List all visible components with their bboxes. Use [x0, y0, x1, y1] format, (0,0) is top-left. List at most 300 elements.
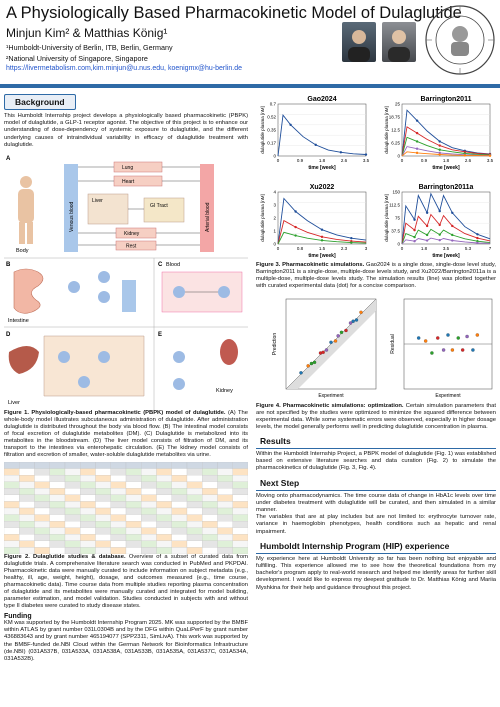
table-cell	[187, 515, 202, 522]
table-cell	[50, 482, 65, 489]
table-cell	[141, 521, 156, 528]
table-cell	[202, 547, 217, 554]
table-cell	[4, 534, 19, 541]
scatter-point	[476, 333, 479, 336]
y-axis-label: dulaglutide plasma [nM]	[260, 194, 265, 242]
table-cell	[141, 501, 156, 508]
y-tick-label: 112.5	[389, 202, 400, 208]
table-cell	[4, 488, 19, 495]
y-tick-label: 3	[273, 202, 276, 208]
data-point	[294, 210, 296, 212]
fig-label-c: C	[158, 262, 163, 269]
node-circle	[78, 376, 90, 388]
y-axis-label: dulaglutide plasma [nM]	[260, 106, 265, 154]
y-tick-label: 0	[397, 153, 400, 159]
data-point	[439, 144, 441, 146]
table-cell	[35, 534, 50, 541]
table-cell	[96, 462, 111, 469]
table-cell	[96, 488, 111, 495]
table-cell	[202, 469, 217, 476]
scatter-point	[329, 341, 332, 344]
scatter-point	[465, 335, 468, 338]
table-cell	[50, 521, 65, 528]
liver-label: Liver	[92, 198, 103, 205]
background-heading: Background	[4, 94, 76, 110]
scatter-point	[313, 361, 316, 364]
hip-text: My experience here at Humboldt University so far has been nothing but enjoyable and fulfilling. This experience allowed me to see how the theoretical foundations from my bachelor's program apply to real-world research and helped me identify areas for further skill development. I would like to express my deepest gratitude to Dr. Matthias König and Mariia Myshkina for their help and guidance throughout this project.	[256, 555, 496, 591]
table-cell	[172, 475, 187, 482]
table-cell	[157, 515, 172, 522]
data-point	[294, 234, 296, 236]
table-cell	[35, 488, 50, 495]
table-cell	[4, 508, 19, 515]
table-cell	[111, 488, 126, 495]
y-tick-label: 0.17	[267, 140, 276, 146]
gi-tract-compartment	[144, 198, 184, 222]
table-cell	[157, 508, 172, 515]
table-cell	[202, 508, 217, 515]
data-point	[426, 234, 428, 236]
table-cell	[80, 534, 95, 541]
y-axis-label: dulaglutide plasma [nM]	[384, 106, 389, 154]
table-cell	[187, 495, 202, 502]
table-cell	[233, 515, 248, 522]
y-tick-label: 0	[397, 241, 400, 247]
data-point	[321, 229, 323, 231]
table-cell	[4, 541, 19, 548]
table-cell	[233, 534, 248, 541]
data-point	[439, 140, 441, 142]
author-photo-kim	[342, 22, 376, 62]
data-point	[451, 225, 453, 227]
table-cell	[96, 501, 111, 508]
x-tick-label: 2.6	[464, 158, 472, 163]
table-cell	[50, 508, 65, 515]
table-cell	[172, 547, 187, 554]
table-cell	[111, 482, 126, 489]
data-point	[439, 233, 441, 235]
table-cell	[187, 521, 202, 528]
scatter-point	[344, 329, 347, 332]
table-cell	[65, 528, 80, 535]
y-tick-label: 2	[273, 215, 276, 221]
data-point	[416, 152, 418, 154]
next-step-text-1: Moving onto pharmacodynamics. The time course data of change in HbA1c levels over time under diabetes treatment with dulaglutide will be curated, and then simulated in a similar manner.	[256, 492, 496, 514]
node-circle	[98, 291, 110, 303]
table-cell	[65, 475, 80, 482]
table-cell	[19, 515, 34, 522]
y-tick-label: 0.7	[269, 101, 276, 107]
table-cell	[126, 482, 141, 489]
table-cell	[126, 488, 141, 495]
table-cell	[202, 521, 217, 528]
table-cell	[111, 528, 126, 535]
x-tick-label: 5.3	[464, 246, 472, 251]
blood-compartment	[122, 280, 136, 312]
y-tick-label: 37.5	[391, 228, 400, 234]
table-cell	[218, 469, 233, 476]
heart-label: Heart	[122, 179, 135, 186]
table-cell	[126, 515, 141, 522]
data-point	[416, 132, 418, 134]
table-cell	[96, 534, 111, 541]
table-cell	[50, 475, 65, 482]
table-cell	[35, 475, 50, 482]
data-point	[451, 234, 453, 236]
table-cell	[35, 469, 50, 476]
region-label-kidney: Kidney	[216, 388, 233, 395]
table-cell	[4, 501, 19, 508]
table-cell	[187, 469, 202, 476]
table-cell	[4, 547, 19, 554]
table-cell	[19, 534, 34, 541]
data-point	[439, 224, 441, 226]
table-cell	[233, 482, 248, 489]
table-cell	[4, 495, 19, 502]
table-cell	[126, 501, 141, 508]
table-cell	[172, 515, 187, 522]
table-cell	[187, 482, 202, 489]
node-circle	[98, 271, 110, 283]
table-cell	[218, 547, 233, 554]
x-axis-label: Experiment	[435, 393, 461, 399]
venous-blood-label: Venous blood	[69, 201, 75, 233]
table-cell	[65, 462, 80, 469]
y-axis-label: Residual	[390, 334, 396, 354]
table-cell	[233, 508, 248, 515]
table-cell	[172, 501, 187, 508]
data-point	[350, 237, 352, 239]
table-cell	[172, 508, 187, 515]
data-point	[439, 149, 441, 151]
scatter-point	[424, 339, 427, 342]
data-point	[289, 124, 291, 126]
x-tick-label: 0	[276, 246, 280, 251]
y-tick-label: 6.25	[391, 140, 400, 146]
figure-2-database-table	[4, 462, 248, 554]
table-cell	[141, 488, 156, 495]
table-cell	[218, 475, 233, 482]
table-cell	[172, 488, 187, 495]
x-tick-label: 3.5	[486, 158, 494, 163]
data-point	[426, 212, 428, 214]
table-cell	[111, 508, 126, 515]
table-cell	[65, 508, 80, 515]
data-point	[464, 154, 466, 156]
region-label-body: Body	[16, 248, 29, 255]
y-tick-label: 12.5	[391, 127, 400, 133]
header-divider	[0, 84, 500, 88]
affiliation-2: ²National University of Singapore, Singapore	[6, 54, 148, 63]
table-cell	[126, 469, 141, 476]
y-tick-label: 25	[394, 101, 400, 107]
table-cell	[4, 521, 19, 528]
scatter-point	[359, 311, 362, 314]
gi-tract-label: GI Tract	[150, 203, 168, 210]
table-cell	[80, 521, 95, 528]
table-cell	[65, 501, 80, 508]
table-cell	[111, 462, 126, 469]
table-cell	[111, 515, 126, 522]
table-cell	[35, 501, 50, 508]
fig-label-d: D	[6, 332, 11, 339]
table-cell	[157, 501, 172, 508]
table-cell	[35, 508, 50, 515]
arterial-blood-label: Arterial blood	[205, 202, 211, 233]
data-point	[365, 153, 367, 155]
data-point	[340, 151, 342, 153]
table-cell	[4, 475, 19, 482]
data-point	[476, 242, 478, 244]
table-cell	[233, 495, 248, 502]
table-cell	[65, 482, 80, 489]
node-circle	[173, 378, 185, 390]
plot-title: Xu2022	[309, 184, 335, 191]
scatter-point	[340, 331, 343, 334]
table-cell	[65, 495, 80, 502]
table-cell	[96, 541, 111, 548]
table-cell	[65, 469, 80, 476]
scatter-point	[446, 333, 449, 336]
table-cell	[172, 521, 187, 528]
table-cell	[80, 515, 95, 522]
table-cell	[19, 488, 34, 495]
data-point	[416, 119, 418, 121]
x-tick-label: 2.6	[340, 158, 348, 163]
x-axis-label: time [week]	[308, 253, 336, 259]
table-cell	[80, 501, 95, 508]
y-tick-label: 150	[392, 189, 400, 195]
table-cell	[141, 534, 156, 541]
author-photo-koenig	[382, 22, 416, 62]
y-tick-label: 75	[394, 215, 400, 221]
x-tick-label: 1.8	[318, 158, 326, 163]
table-cell	[202, 488, 217, 495]
table-cell	[111, 534, 126, 541]
scatter-point	[451, 348, 454, 351]
table-cell	[126, 547, 141, 554]
table-cell	[96, 528, 111, 535]
table-cell	[218, 534, 233, 541]
table-cell	[50, 541, 65, 548]
table-cell	[126, 495, 141, 502]
table-cell	[96, 495, 111, 502]
table-cell	[187, 547, 202, 554]
table-cell	[233, 488, 248, 495]
table-cell	[157, 462, 172, 469]
region-label-intestine: Intestine	[8, 318, 29, 325]
table-cell	[19, 482, 34, 489]
table-cell	[19, 469, 34, 476]
table-cell	[50, 547, 65, 554]
x-axis-label: Experiment	[318, 393, 344, 399]
table-cell	[96, 469, 111, 476]
x-tick-label: 0	[400, 246, 404, 251]
y-tick-label: 0.35	[267, 127, 276, 133]
table-cell	[141, 515, 156, 522]
y-axis-label: dulaglutide plasma [nM]	[384, 194, 389, 242]
fig-label-a: A	[6, 156, 11, 163]
x-tick-label: 0.9	[420, 158, 428, 163]
table-cell	[65, 521, 80, 528]
scatter-point	[352, 320, 355, 323]
plot-frame	[278, 104, 366, 156]
table-cell	[202, 534, 217, 541]
figure-3-caption: Figure 3. Pharmacokinetic simulations. Gao2024 is a single dose, single-dose level study, Barrington2011 is a single-dose, multiple-dose levels study, and Xu2022/Barrington2011a is a multiple-dose, multiple-dose levels study. The simulation results (line) was plotted together with curated experimental data (dot) for a concise comparison.	[256, 262, 496, 289]
table-cell	[50, 462, 65, 469]
table-cell	[96, 547, 111, 554]
table-cell	[80, 488, 95, 495]
table-cell	[4, 515, 19, 522]
next-step-text-2: The variables that are at play includes but are not limited to: erythrocyte turnover rate, variance in haemoglobin phenotypes, health conditions such as hepatic and renal impairment.	[256, 514, 496, 535]
table-cell	[187, 534, 202, 541]
scatter-point	[355, 318, 358, 321]
data-point	[350, 241, 352, 243]
x-axis-label: time [week]	[432, 253, 460, 259]
table-cell	[233, 541, 248, 548]
node-circle	[173, 351, 185, 363]
figure-4-caption: Figure 4. Pharmacokinetic simulations: optimization. Certain simulation parameters that are not specified by the studies were optimized to minimize the squared difference between experimental data. While some systematic errors were observed, especially in higher dosage levels, the model generally performs well in predicting dulaglutide concentration in plasma.	[256, 403, 496, 430]
scatter-point	[310, 362, 313, 365]
figure-1-caption: Figure 1. Physiologically-based pharmacokinetic (PBPK) model of dulaglutide. (A) The whole-body model illustrates subcutaneous administration of dulaglutide. After administration dulaglutide is distributed throughout the body via blood flow. (B) The intestinal model consists of focal excretion of dulaglutide metabolites (DM). (C) Dulaglutide is metabolized into its metabolites in the bloodstream. (D) The liver model consists of filtration of DM, and its transport to the intestines via enterohepatic circulation. (E) The kidney model consists of filtration and excretion of smaller, water-soluble dulaglutide metabolites via urine.	[4, 410, 248, 459]
scatter-point	[442, 348, 445, 351]
y-tick-label: 0.52	[267, 114, 276, 120]
table-cell	[202, 462, 217, 469]
table-cell	[141, 462, 156, 469]
university-seal-icon	[424, 4, 496, 76]
table-cell	[80, 547, 95, 554]
y-tick-label: 0	[273, 241, 276, 247]
liver-icon	[9, 346, 39, 374]
table-cell	[4, 528, 19, 535]
x-tick-label: 3.5	[442, 246, 450, 251]
table-cell	[111, 495, 126, 502]
background-text: This Humboldt Internship project develops a physiologically based pharmacokinetic (PBPK) model of dulaglutide, a GLP-1 receptor agonist. The objective of this project is to enhance our understanding of dose-dependency of systemic exposure to dulaglutide, and the different underlying causes of intraindividual variability in efficacy of dulaglutide treatment with dulaglutide.	[4, 113, 248, 148]
table-cell	[218, 515, 233, 522]
right-column	[256, 92, 496, 592]
table-cell	[80, 495, 95, 502]
table-cell	[187, 508, 202, 515]
table-cell	[50, 515, 65, 522]
table-cell	[80, 469, 95, 476]
table-cell	[141, 541, 156, 548]
poster-header	[0, 0, 500, 88]
table-cell	[141, 508, 156, 515]
table-cell	[19, 541, 34, 548]
plot-title: Barrington2011a	[418, 184, 474, 191]
scatter-point	[417, 336, 420, 339]
scatter-point	[471, 348, 474, 351]
scatter-point	[325, 348, 328, 351]
table-cell	[126, 521, 141, 528]
table-cell	[19, 462, 34, 469]
table-cell	[19, 521, 34, 528]
region-label-blood: Blood	[166, 262, 181, 269]
table-cell	[35, 528, 50, 535]
poster-title: A Physiologically Based Pharmacokinetic Model of Dulaglutide	[6, 4, 462, 22]
figure-4-optimization	[256, 293, 496, 403]
data-point	[476, 237, 478, 239]
table-cell	[202, 501, 217, 508]
table-cell	[233, 521, 248, 528]
y-axis-label: Prediction	[272, 332, 278, 356]
table-cell	[141, 495, 156, 502]
data-point	[321, 239, 323, 241]
table-cell	[50, 528, 65, 535]
table-cell	[80, 462, 95, 469]
figure-2-caption: Figure 2. Dulaglutide studies & database. Overview of a subset of curated data from dulaglutide trials. A comprehensive literature search was conducted in PubMed and PKPDAI. Pharmacokinetic data were manually curated to include information on subject metadata (e.g., healthy, ill, age, weight, height), dosage, and outcomes measured (e.g., time course, pharmacokinetic data). Time course data from multiple studies reporting plasma concentration of dulaglutide and its metabolites were manually curated and integrated for model building, parameter estimation, and model validation. Studies conducted in subjects with and without type II diabetes were curated to study disease states.	[4, 554, 248, 610]
contact-links[interactable]: https://livermetabolism.com,kim.minjun@u.nus.edu, koenigmx@hu-berlin.de	[6, 65, 242, 72]
table-cell	[157, 528, 172, 535]
scatter-point	[457, 336, 460, 339]
fig-label-e: E	[158, 332, 163, 339]
table-cell	[96, 482, 111, 489]
data-point	[413, 240, 415, 242]
table-cell	[50, 534, 65, 541]
node-circle	[98, 351, 110, 363]
data-point	[416, 148, 418, 150]
x-tick-label: 0	[276, 158, 280, 163]
table-cell	[4, 469, 19, 476]
scatter-point	[461, 348, 464, 351]
data-point	[426, 225, 428, 227]
table-cell	[126, 528, 141, 535]
table-cell	[233, 528, 248, 535]
data-point	[321, 236, 323, 238]
table-cell	[218, 508, 233, 515]
table-cell	[96, 521, 111, 528]
table-cell	[126, 508, 141, 515]
table-cell	[35, 482, 50, 489]
table-cell	[65, 541, 80, 548]
table-cell	[111, 521, 126, 528]
table-cell	[80, 508, 95, 515]
x-tick-label: 0	[400, 158, 404, 163]
table-cell	[187, 541, 202, 548]
table-cell	[126, 462, 141, 469]
authors: Minjun Kim² & Matthias König¹	[6, 26, 168, 40]
table-cell	[157, 541, 172, 548]
table-cell	[157, 495, 172, 502]
table-cell	[233, 501, 248, 508]
table-cell	[218, 521, 233, 528]
table-cell	[218, 528, 233, 535]
table-cell	[187, 462, 202, 469]
funding-text: KM was supported by the Humboldt Internship Program 2025. MK was supported by the BMBF within ATLAS by grant number 031L0304B and by the DFG within QuaLiPerF by grant number 436883643 and by grant number 465194077 (SPP2311, SimLivA). This work was supported by the BMBF-funded de.NBI Cloud within the German Network for Bioinformatics Infrastructure (de.NBI) (031A537B, 031A533A, 031A538A, 031A533B, 031A535A, 031A537C, 031A534A, 031A532B).	[4, 620, 248, 663]
table-cell	[126, 475, 141, 482]
table-cell	[233, 462, 248, 469]
table-cell	[157, 521, 172, 528]
fig-label-b: B	[6, 262, 11, 269]
table-cell	[202, 495, 217, 502]
x-tick-label: 1.5	[318, 246, 326, 251]
next-step-heading: Next Step	[256, 476, 496, 491]
table-cell	[35, 495, 50, 502]
table-cell	[157, 488, 172, 495]
table-cell	[141, 475, 156, 482]
person-icon	[382, 22, 416, 62]
table-cell	[96, 475, 111, 482]
table-cell	[202, 482, 217, 489]
table-cell	[19, 495, 34, 502]
x-axis-label: time [week]	[432, 165, 460, 171]
x-tick-label: 1.8	[420, 246, 428, 251]
table-cell	[218, 495, 233, 502]
table-cell	[65, 534, 80, 541]
data-point	[426, 239, 428, 241]
affiliation-1: ¹Humboldt-University of Berlin, ITB, Berlin, Germany	[6, 43, 173, 52]
table-cell	[65, 515, 80, 522]
